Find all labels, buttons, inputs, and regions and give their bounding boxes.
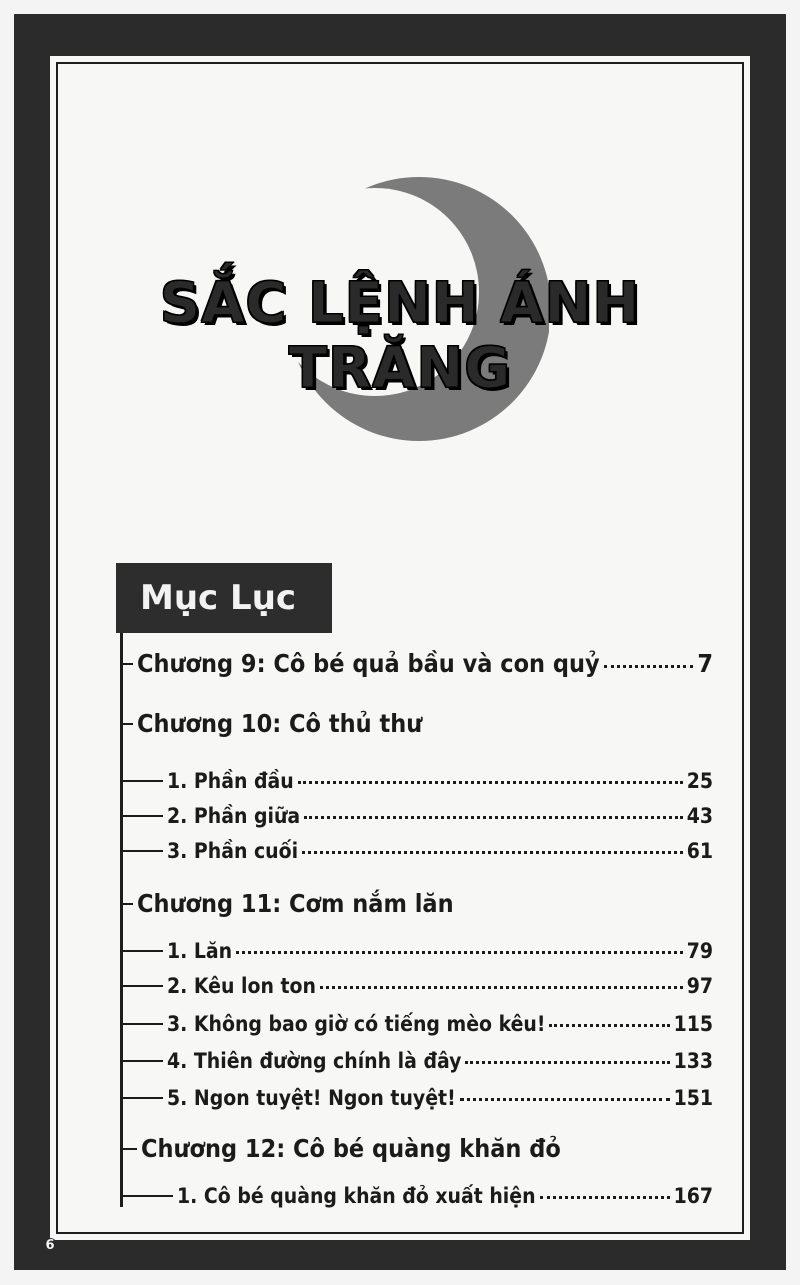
leader-dots <box>320 986 683 989</box>
entry-page: 151 <box>673 1086 713 1110</box>
entry-dash <box>123 815 163 817</box>
entry-title: Chương 11: Cơm nắm lăn <box>137 889 454 918</box>
entry-title: Chương 9: Cô bé quả bầu và con quỷ <box>137 649 600 678</box>
toc-entry-chapter-10[interactable] <box>123 709 713 738</box>
entry-page: 61 <box>686 839 713 863</box>
toc-entry-section[interactable] <box>123 804 713 828</box>
leader-dots <box>549 1024 669 1027</box>
entry-title: 5. Ngon tuyệt! Ngon tuyệt! <box>167 1086 456 1110</box>
entry-title: 3. Không bao giờ có tiếng mèo kêu! <box>167 1012 546 1036</box>
toc-entry-section[interactable] <box>123 1184 713 1208</box>
entry-page: 167 <box>673 1184 713 1208</box>
leader-dots <box>298 781 683 784</box>
leader-dots <box>540 1196 670 1199</box>
entry-dash <box>123 903 133 905</box>
toc-entry-section[interactable] <box>123 939 713 963</box>
toc-entry-section[interactable] <box>123 1049 713 1073</box>
leader-dots <box>236 951 683 954</box>
toc-entry-section[interactable] <box>123 1012 713 1036</box>
entry-title: Chương 10: Cô thủ thư <box>137 709 423 738</box>
entry-title: 1. Lăn <box>167 939 233 963</box>
entry-dash <box>123 1148 137 1150</box>
entry-title: 1. Phần đầu <box>167 769 294 793</box>
toc-entry-chapter-9[interactable] <box>123 649 713 678</box>
entry-page: 97 <box>686 974 713 998</box>
entry-page: 79 <box>686 939 713 963</box>
leader-dots <box>465 1061 669 1064</box>
entry-dash <box>123 850 163 852</box>
entry-dash <box>123 1097 163 1099</box>
entry-dash <box>123 985 163 987</box>
entry-dash <box>123 780 163 782</box>
toc-entry-chapter-11[interactable] <box>123 889 713 918</box>
toc-entry-section[interactable] <box>123 769 713 793</box>
toc-entry-section[interactable] <box>123 839 713 863</box>
book-page <box>14 14 786 1270</box>
entry-dash <box>123 663 133 665</box>
leader-dots <box>460 1098 670 1101</box>
leader-dots <box>302 851 683 854</box>
toc-entry-section[interactable] <box>123 974 713 998</box>
toc-entry-chapter-12[interactable] <box>123 1134 713 1163</box>
entry-title: Chương 12: Cô bé quàng khăn đỏ <box>141 1134 561 1163</box>
entry-title: 2. Kêu lon ton <box>167 974 316 998</box>
entry-title: 4. Thiên đường chính là đây <box>167 1049 462 1073</box>
leader-dots <box>304 816 683 819</box>
entry-dash <box>123 723 133 725</box>
entry-dash <box>123 950 163 952</box>
entry-title: 1. Cô bé quàng khăn đỏ xuất hiện <box>177 1184 536 1208</box>
book-title: SẮC LỆNH ÁNH TRĂNG <box>159 271 641 401</box>
entry-title: 3. Phần cuối <box>167 839 299 863</box>
entry-page: 115 <box>673 1012 713 1036</box>
page-number: 6 <box>42 1238 58 1254</box>
entry-dash <box>123 1023 163 1025</box>
page-frame <box>50 56 750 1240</box>
toc-heading: Mục Lục <box>116 563 332 633</box>
entry-page: 7 <box>697 649 713 678</box>
entry-dash <box>123 1195 173 1197</box>
entry-page: 133 <box>673 1049 713 1073</box>
entry-page: 43 <box>686 804 713 828</box>
toc-entry-section[interactable] <box>123 1086 713 1110</box>
leader-dots <box>604 665 694 668</box>
entry-title: 2. Phần giữa <box>167 804 301 828</box>
entry-page: 25 <box>686 769 713 793</box>
entry-dash <box>123 1060 163 1062</box>
